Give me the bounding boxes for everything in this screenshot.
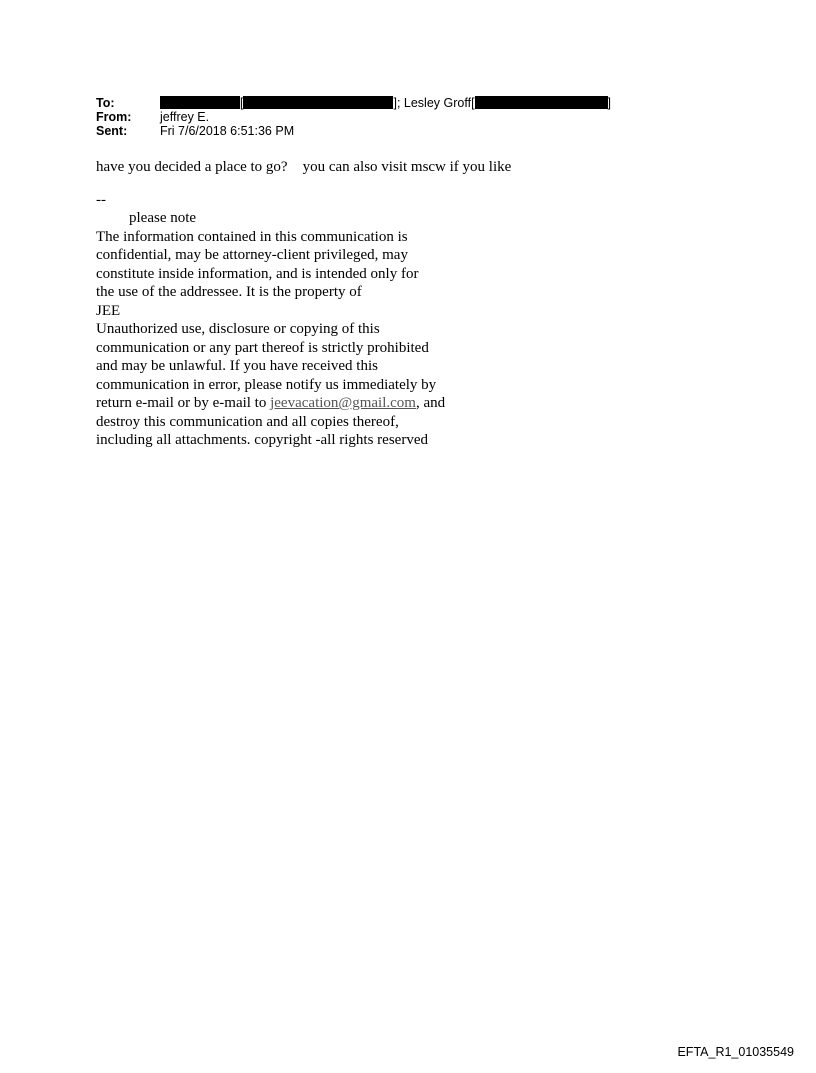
disclaimer-line: The information contained in this communication is — [96, 228, 408, 245]
disclaimer-line: constitute inside information, and is intended only for — [96, 265, 419, 282]
return-prefix: return e-mail or by e-mail to — [96, 395, 271, 411]
to-middle-text: ]; Lesley Groff[ — [393, 96, 475, 110]
sent-value: Fri 7/6/2018 6:51:36 PM — [160, 124, 295, 138]
from-value: jeffrey E. — [160, 110, 210, 124]
return-email-line — [96, 394, 556, 413]
disclaimer-line: communication in error, please notify us immediately by — [96, 376, 437, 393]
signature-separator: -- — [96, 191, 106, 208]
disclaimer-line: JEE — [96, 302, 121, 319]
return-suffix: , and — [415, 395, 446, 411]
email-body — [96, 158, 556, 450]
to-bracket-close: ] — [607, 96, 612, 110]
disclaimer-line: confidential, may be attorney-client privileged, may — [96, 247, 408, 263]
closing-line: destroy this communication and all copies thereof, — [96, 413, 399, 430]
document-id: EFTA_R1_01035549 — [677, 1045, 794, 1059]
disclaimer-line: the use of the addressee. It is the property of — [96, 284, 362, 300]
redaction-box — [160, 96, 240, 109]
to-bracket-open: [ — [240, 96, 244, 110]
disclaimer-line: and may be unlawful. If you have received this — [96, 358, 378, 374]
from-label: From: — [96, 110, 132, 124]
sent-label: Sent: — [96, 124, 128, 138]
redaction-box — [243, 96, 393, 109]
redaction-box — [475, 96, 608, 109]
disclaimer-line: Unauthorized use, disclosure or copying of this — [96, 321, 380, 337]
please-note-text: please note — [129, 210, 197, 226]
to-label: To: — [96, 96, 115, 110]
email-link[interactable]: jeevacation@gmail.com — [270, 395, 416, 411]
message-text: have you decided a place to go? you can also visit mscw if you like — [96, 159, 512, 175]
closing-line: including all attachments. copyright -all rights reserved — [96, 432, 428, 448]
disclaimer-line: communication or any part thereof is strictly prohibited — [96, 339, 429, 356]
to-value — [160, 96, 611, 110]
